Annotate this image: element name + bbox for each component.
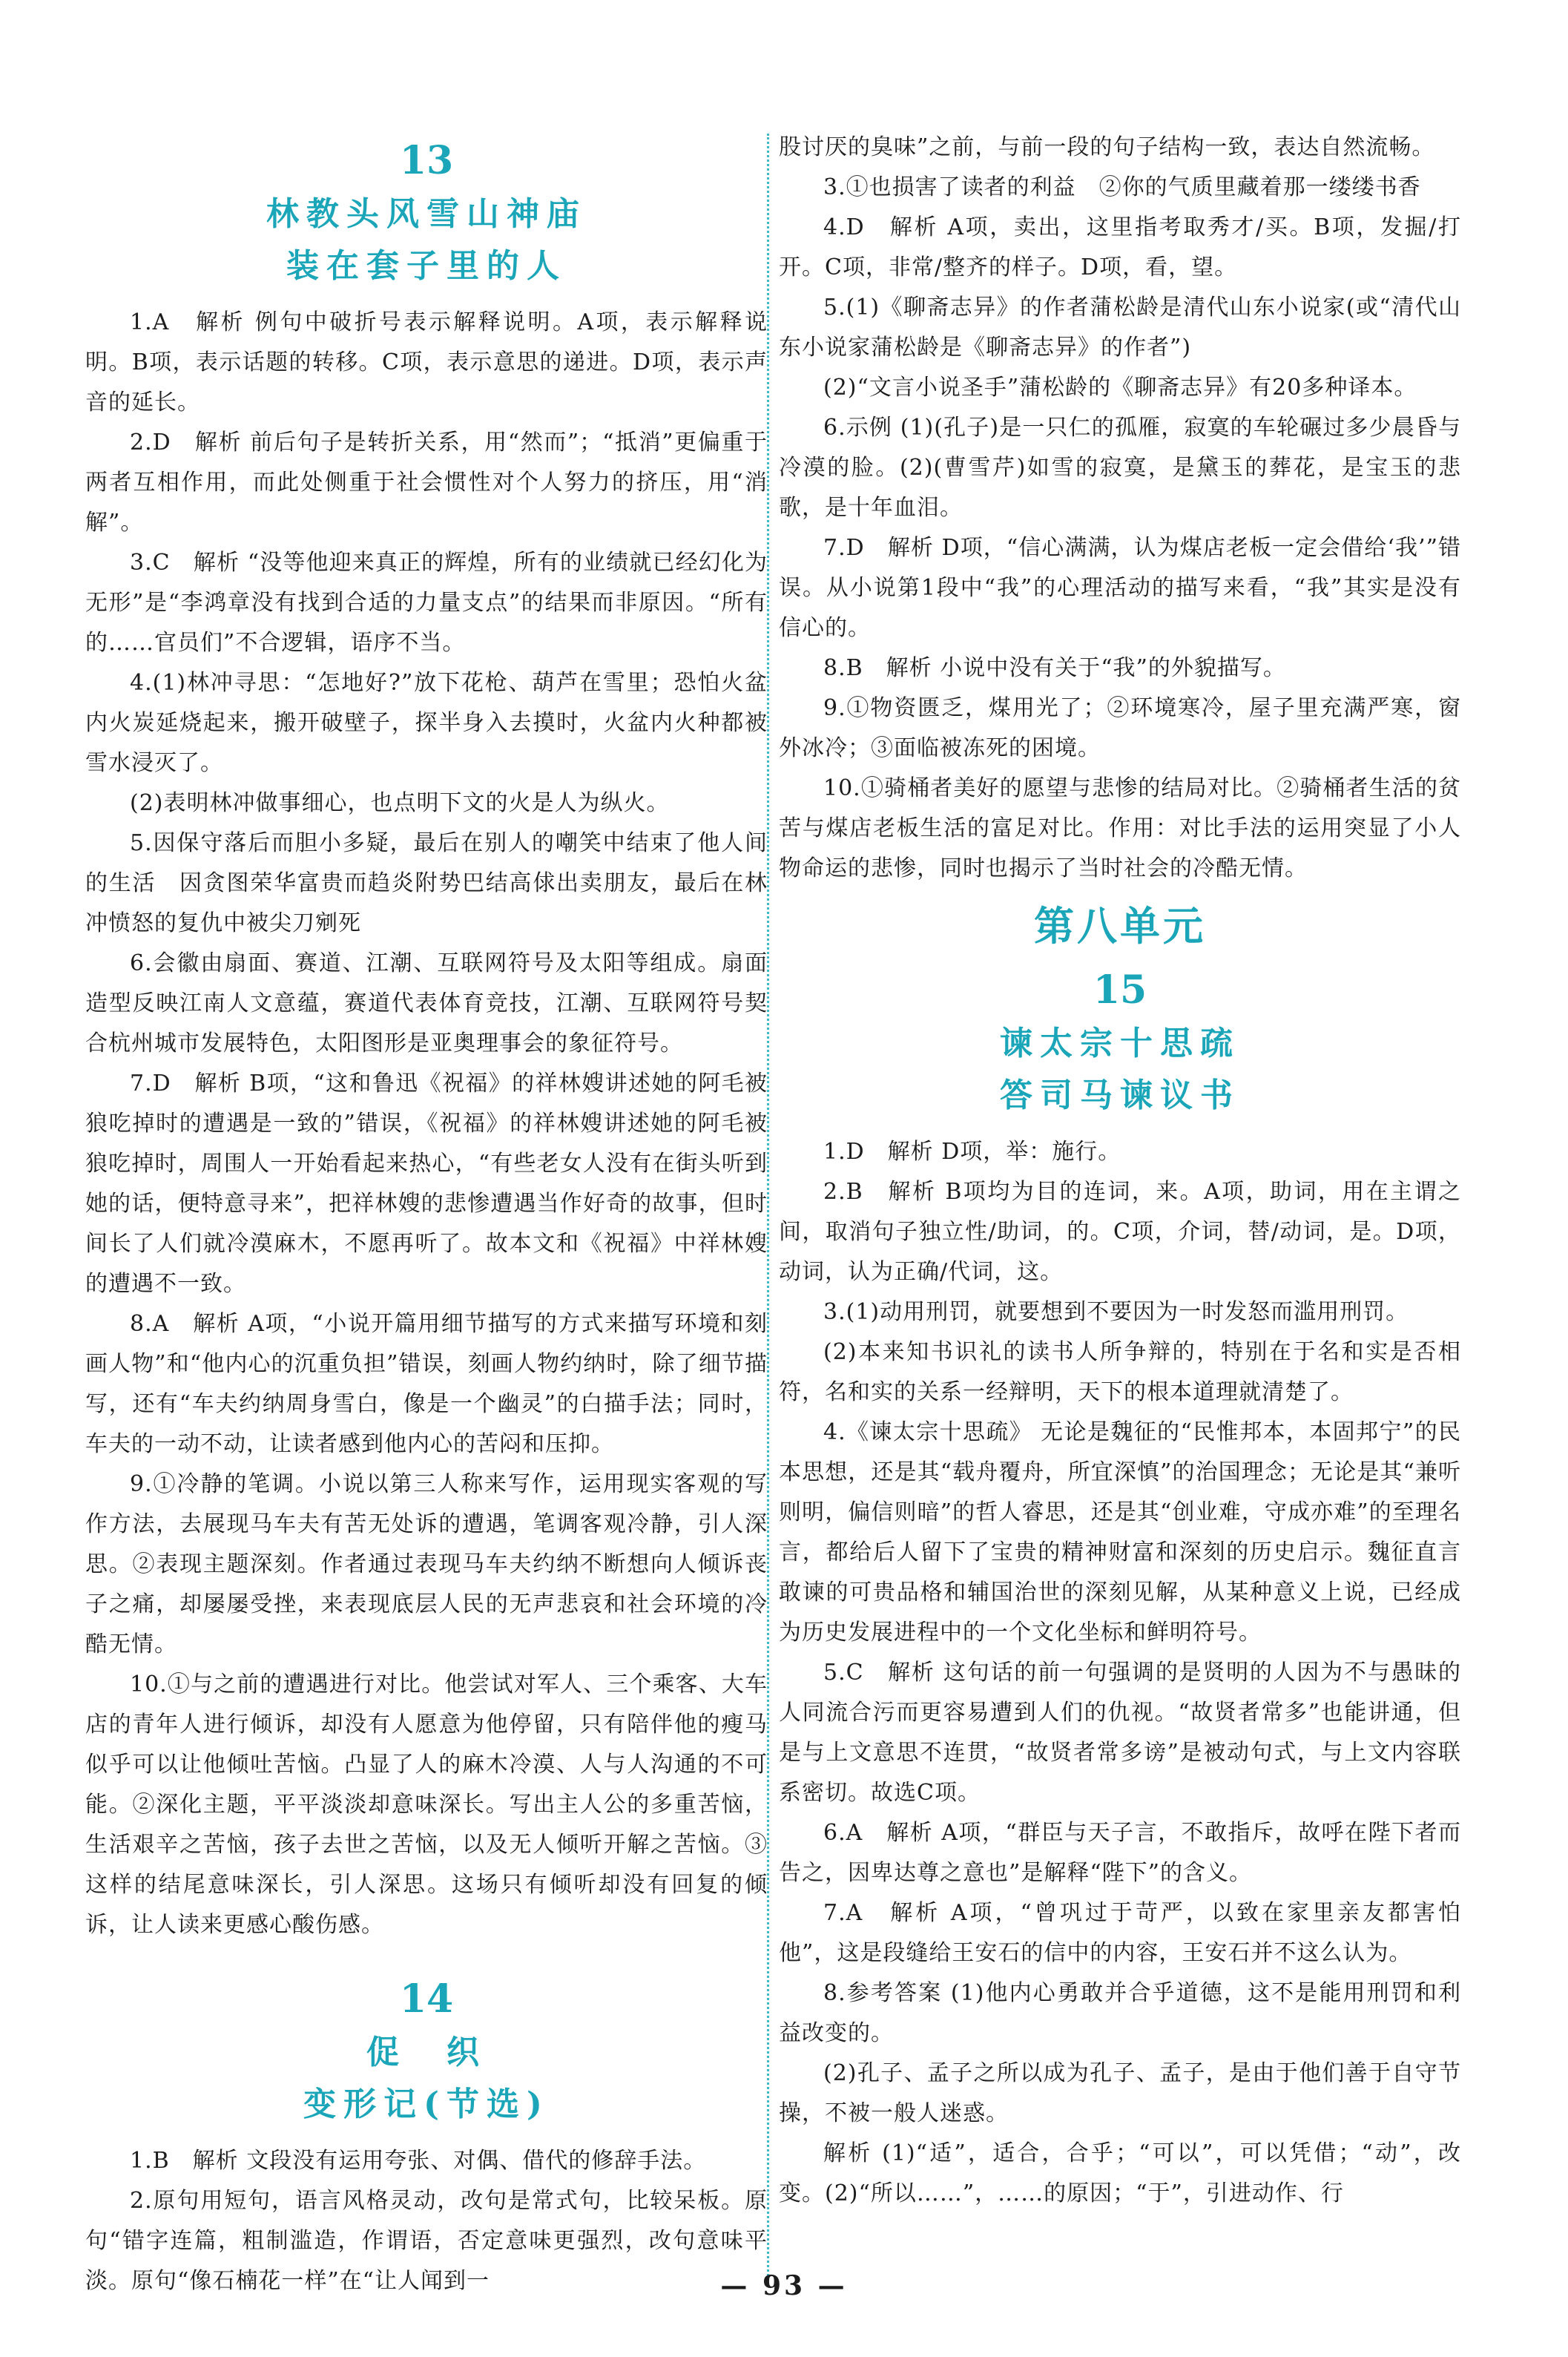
answer-paragraph: 7.A 解析 A项，“曾巩过于苛严，以致在家里亲友都害怕他”，这是段缝给王安石的信中的内容，王安石并不这么认为。 <box>779 1900 1461 1966</box>
answer-paragraph: 4.D 解析 A项，卖出，这里指考取秀才/买。B项，发掘/打开。C项，非常/整齐的样子。D项，看，望。 <box>779 214 1461 280</box>
answer-paragraph: 8.B 解析 小说中没有关于“我”的外貌描写。 <box>823 655 1286 681</box>
answer-paragraph: 9.①冷静的笔调。小说以第三人称来写作，运用现实客观的写作方法，去展现马车夫有苦无处诉的遭遇，笔调客观冷静，引人深思。②表现主题深刻。作者通过表现马车夫约纳不断想向人倾诉丧子之痛，却屡屡受挫，来表现底层人民的无声悲哀和社会环境的冷酷无情。 <box>85 1471 768 1657</box>
lesson-title: 林教头风雪山神庙 <box>266 195 587 233</box>
answer-paragraph: 2.D 解析 前后句子是转折关系，用“然而”；“抵消”更偏重于两者互相作用，而此处侧重于社会惯性对个人努力的挤压，用“消解”。 <box>85 430 768 536</box>
answer-paragraph: 6.示例 (1)(孔子)是一只仁的孤雁，寂寞的车轮碾过多少晨昏与冷漠的脸。(2)(曹雪芹)如雪的寂寞，是黛玉的葬花，是宝玉的悲歌，是十年血泪。 <box>779 415 1461 521</box>
answer-paragraph: 4.《谏太宗十思疏》 无论是魏征的“民惟邦本，本固邦宁”的民本思想，还是其“载舟覆舟，所宜深慎”的治国理念；无论是其“兼听则明，偏信则暗”的哲人睿思，还是其“创业难，守成亦难”的至理名言，都给后人留下了宝贵的精神财富和深刻的历史启示。魏征直言敢谏的可贵品格和辅国治世的深刻见解，从某种意义上说，已经成为历史发展进程中的一个文化坐标和鲜明符号。 <box>779 1419 1461 1646</box>
right-column <box>779 128 1461 2214</box>
answer-paragraph: 解析 (1)“适”，适合，合乎；“可以”，可以凭借；“动”，改变。(2)“所以……”，……的原因；“于”，引进动作、行 <box>779 2140 1461 2206</box>
lesson-title: 答司马谏议书 <box>1000 1076 1240 1114</box>
answer-paragraph: 5.(1)《聊斋志异》的作者蒲松龄是清代山东小说家(或“清代山东小说家蒲松龄是《聊斋志异》的作者”) <box>779 295 1461 361</box>
answer-paragraph: 10.①与之前的遭遇进行对比。他尝试对军人、三个乘客、大车店的青年人进行倾诉，却没有人愿意为他停留，只有陪伴他的瘦马似乎可以让他倾吐苦恼。凸显了人的麻木冷漠、人与人沟通的不可能。②深化主题，平平淡淡却意味深长。写出主人公的多重苦恼，生活艰辛之苦恼，孩子去世之苦恼，以及无人倾听开解之苦恼。③这样的结尾意味深长，引人深思。这场只有倾听却没有回复的倾诉，让人读来更感心酸伤感。 <box>85 1671 768 1938</box>
lesson-title: 谏太宗十思疏 <box>1000 1025 1240 1062</box>
answer-paragraph: 4.(1)林冲寻思：“怎地好?”放下花枪、葫芦在雪里；恐怕火盆内火炭延烧起来，搬开破壁子，探半身入去摸时，火盆内火种都被雪水浸灭了。 <box>85 670 768 776</box>
answer-paragraph: (2)“文言小说圣手”蒲松龄的《聊斋志异》有20多种译本。 <box>823 375 1417 401</box>
answer-paragraph: 8.参考答案 (1)他内心勇敢并合乎道德，这不是能用刑罚和利益改变的。 <box>779 1980 1461 2046</box>
lesson-number: 15 <box>1093 967 1147 1013</box>
lesson-number: 14 <box>399 1976 454 2022</box>
lesson-title: 促 织 <box>366 2034 487 2071</box>
answer-paragraph: 2.原句用短句，语言风格灵动，改句是常式句，比较呆板。原句“错字连篇，粗制滥造，作谓语，否定意味更强烈，改句意味平淡。原句“像石楠花一样”在“让人闻到一 <box>85 2188 768 2294</box>
answer-paragraph: 5.C 解析 这句话的前一句强调的是贤明的人因为不与愚昧的人同流合污而更容易遭到人们的仇视。“故贤者常多”也能讲通，但是与上文意思不连贯，“故贤者常多谤”是被动句式，与上文内容联系密切。故选C项。 <box>779 1660 1461 1806</box>
answer-paragraph: (2)表明林冲做事细心，也点明下文的火是人为纵火。 <box>130 790 670 816</box>
answer-paragraph: 7.D 解析 B项，“这和鲁迅《祝福》的祥林嫂讲述她的阿毛被狼吃掉时的遭遇是一致的”错误，《祝福》的祥林嫂讲述她的阿毛被狼吃掉时，周围人一开始看起来热心，“有些老女人没有在街头听到她的话，便特意寻来”，把祥林嫂的悲惨遭遇当作好奇的故事，但时间长了人们就冷漠麻木，不愿再听了。故本文和《祝福》中祥林嫂的遭遇不一致。 <box>85 1071 768 1297</box>
answer-paragraph: 6.A 解析 A项，“群臣与天子言，不敢指斥，故呼在陛下者而告之，因卑达尊之意也”是解释“陛下”的含义。 <box>779 1820 1461 1886</box>
lesson-title: 变形记(节选) <box>303 2085 550 2123</box>
answer-paragraph: 6.会徽由扇面、赛道、江潮、互联网符号及太阳等组成。扇面造型反映江南人文意蕴，赛道代表体育竞技，江潮、互联网符号契合杭州城市发展特色，太阳图形是亚奥理事会的象征符号。 <box>85 950 768 1056</box>
left-column <box>85 134 768 2301</box>
answer-paragraph: 1.D 解析 D项，举：施行。 <box>823 1139 1121 1165</box>
lesson-number: 13 <box>399 138 454 183</box>
answer-paragraph: 8.A 解析 A项，“小说开篇用细节描写的方式来描写环境和刻画人物”和“他内心的沉重负担”错误，刻画人物约纳时，除了细节描写，还有“车夫约纳周身雪白，像是一个幽灵”的白描手法；同时，车夫的一动不动，让读者感到他内心的苦闷和压抑。 <box>85 1311 768 1457</box>
page-number: — 93 — <box>720 2270 848 2301</box>
answer-paragraph: 1.A 解析 例句中破折号表示解释说明。A项，表示解释说明。B项，表示话题的转移。C项，表示意思的递进。D项，表示声音的延长。 <box>85 309 768 415</box>
answer-paragraph: 1.B 解析 文段没有运用夸张、对偶、借代的修辞手法。 <box>130 2148 707 2174</box>
answer-paragraph: (2)本来知书识礼的读书人所争辩的，特别在于名和实是否相符，名和实的关系一经辩明，天下的根本道理就清楚了。 <box>779 1339 1461 1405</box>
answer-paragraph: 3.C 解析 “没等他迎来真正的辉煌，所有的业绩就已经幻化为无形”是“李鸿章没有找到合适的力量支点”的结果而非原因。“所有的……官员们”不合逻辑，语序不当。 <box>85 550 768 656</box>
answer-paragraph: 9.①物资匮乏，煤用光了；②环境寒冷，屋子里充满严寒，窗外冰冷；③面临被冻死的困境。 <box>779 695 1461 761</box>
answer-paragraph: 股讨厌的臭味”之前，与前一段的句子结构一致，表达自然流畅。 <box>779 134 1435 160</box>
answer-paragraph: 7.D 解析 D项，“信心满满，认为煤店老板一定会借给‘我’”错误。从小说第1段中“我”的心理活动的描写来看，“我”其实是没有信心的。 <box>779 535 1461 641</box>
answer-paragraph: 5.因保守落后而胆小多疑，最后在别人的嘲笑中结束了他人间的生活 因贪图荣华富贵而趋炎附势巴结高俅出卖朋友，最后在林冲愤怒的复仇中被尖刀剜死 <box>85 830 768 936</box>
answer-paragraph: 3.①也损害了读者的利益 ②你的气质里藏着那一缕缕书香 <box>823 174 1421 200</box>
answer-paragraph: 3.(1)动用刑罚，就要想到不要因为一时发怒而滥用刑罚。 <box>823 1299 1409 1325</box>
lesson-title: 装在套子里的人 <box>286 247 567 285</box>
answer-paragraph: 10.①骑桶者美好的愿望与悲惨的结局对比。②骑桶者生活的贫苦与煤店老板生活的富足对比。作用：对比手法的运用突显了小人物命运的悲惨，同时也揭示了当时社会的冷酷无情。 <box>779 775 1461 881</box>
answer-paragraph: 2.B 解析 B项均为目的连词，来。A项，助词，用在主谓之间，取消句子独立性/助词，的。C项，介词，替/动词，是。D项，动词，认为正确/代词，这。 <box>779 1179 1461 1285</box>
answer-paragraph: (2)孔子、孟子之所以成为孔子、孟子，是由于他们善于自守节操，不被一般人迷惑。 <box>779 2060 1461 2126</box>
unit-heading: 第八单元 <box>1034 902 1206 950</box>
